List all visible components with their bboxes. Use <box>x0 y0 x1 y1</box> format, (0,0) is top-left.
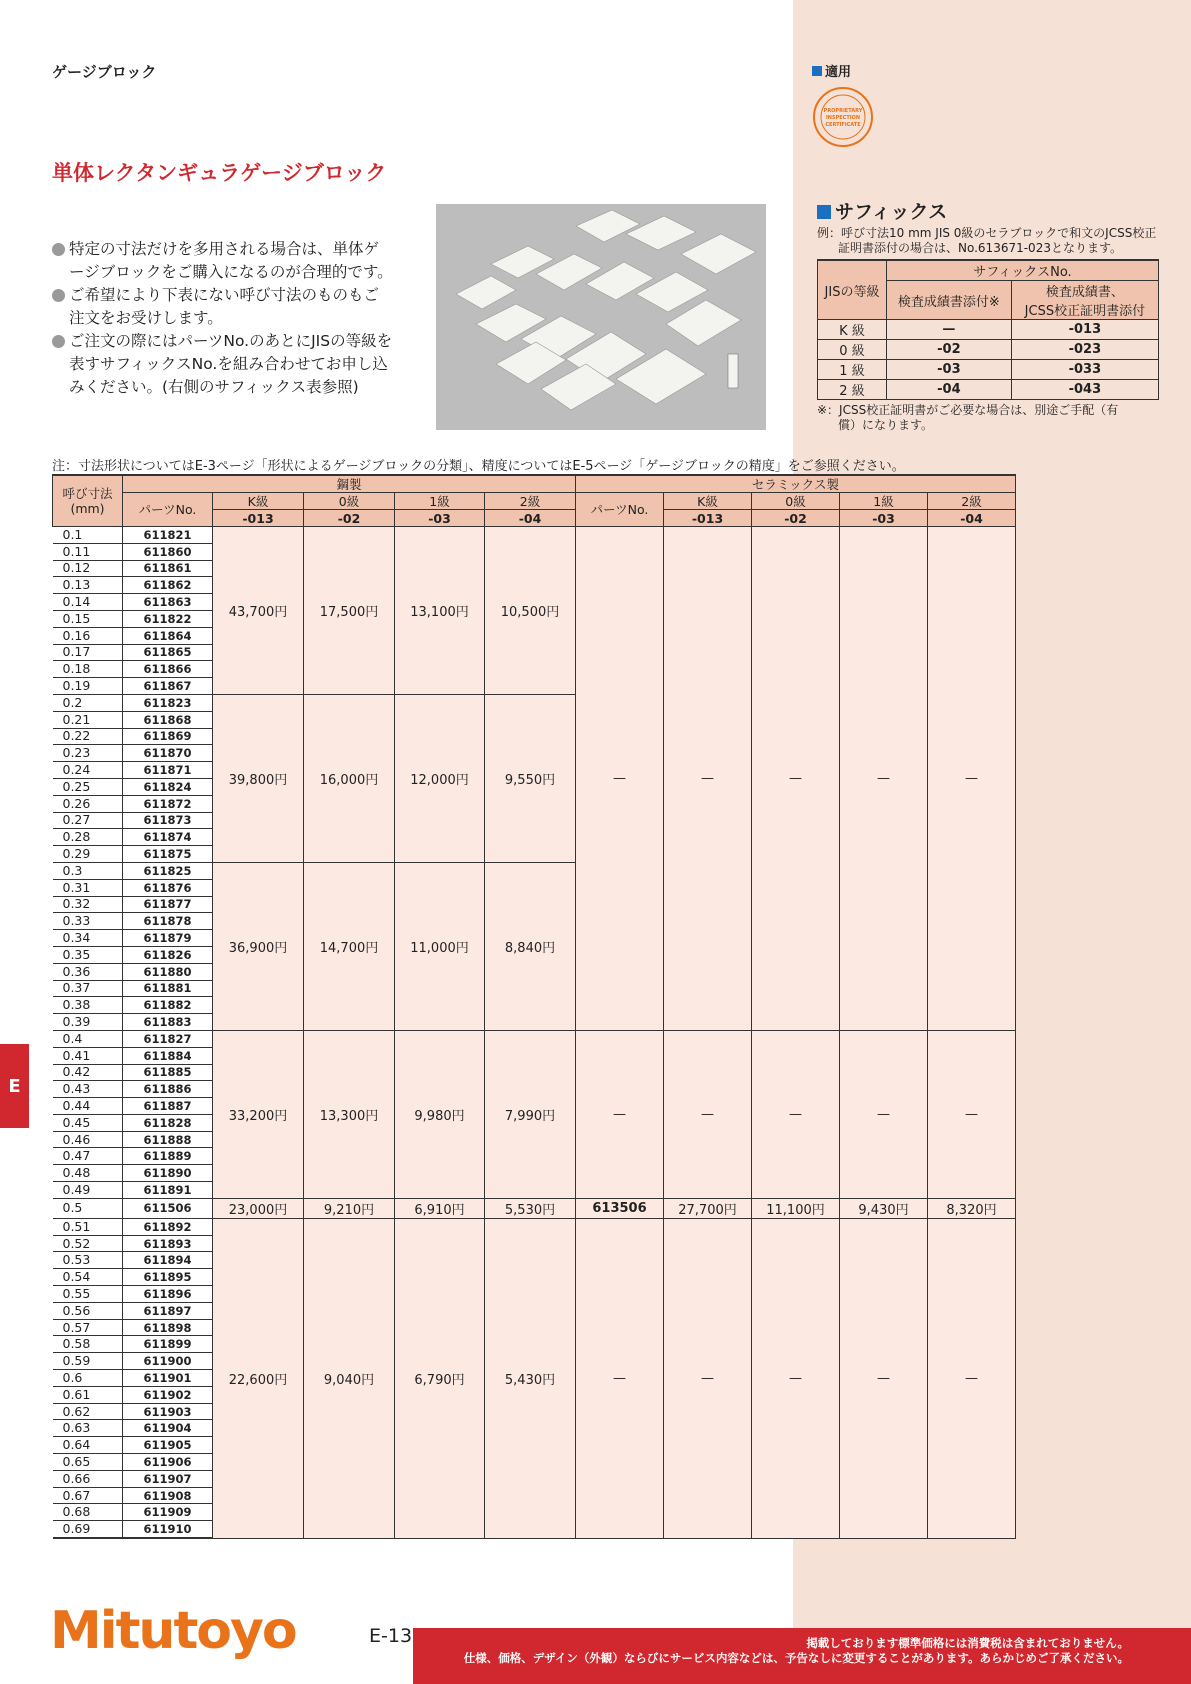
nominal-size: 0.55 <box>53 1286 123 1303</box>
ceramic-price: — <box>840 1218 928 1538</box>
nominal-size: 0.56 <box>53 1302 123 1319</box>
steel-part-no: 611822 <box>123 610 213 627</box>
nominal-size: 0.37 <box>53 980 123 997</box>
nominal-size: 0.39 <box>53 1014 123 1031</box>
price-table <box>52 474 1016 1539</box>
steel-part-no: 611860 <box>123 543 213 560</box>
mitutoyo-logo: Mitutoyo <box>50 1601 296 1661</box>
stamp-line2: INSPECTION <box>825 115 861 121</box>
suffix-code-header: -03 <box>840 510 928 527</box>
nominal-size: 0.42 <box>53 1064 123 1081</box>
steel-price: 10,500円 <box>485 527 576 695</box>
table-row <box>53 1218 1016 1235</box>
applicable-label-text: 適用 <box>825 65 852 80</box>
nominal-size: 0.61 <box>53 1386 123 1403</box>
steel-part-no: 611506 <box>123 1198 213 1218</box>
steel-part-no: 611870 <box>123 745 213 762</box>
footer-line: 掲載しております標準価格には消費税は含まれておりません。 <box>806 1636 1129 1650</box>
intro-line: ご注文の際にはパーツNo.のあとにJISの等級を <box>69 332 393 350</box>
steel-part-no: 611877 <box>123 896 213 913</box>
steel-part-no: 611828 <box>123 1114 213 1131</box>
steel-part-no: 611821 <box>123 527 213 544</box>
steel-part-no: 611882 <box>123 997 213 1014</box>
suffix-code: -03 <box>887 360 1012 380</box>
ceramic-price: — <box>664 1030 752 1198</box>
table-row <box>53 1030 1016 1047</box>
nominal-size: 0.69 <box>53 1521 123 1538</box>
ceramic-price: — <box>752 527 840 1031</box>
nominal-size: 0.6 <box>53 1370 123 1387</box>
table-row <box>53 527 1016 544</box>
grade-header: 2級 <box>928 493 1016 510</box>
nominal-size: 0.45 <box>53 1114 123 1131</box>
steel-price: 33,200円 <box>213 1030 304 1198</box>
suffix-row <box>818 380 1159 400</box>
suffix-code-header: -04 <box>485 510 576 527</box>
steel-part-no: 611886 <box>123 1081 213 1098</box>
intro-item <box>52 238 414 284</box>
steel-header: 鋼製 <box>123 475 576 493</box>
suffix-code-header: -013 <box>664 510 752 527</box>
suffix-grade: 0 級 <box>818 340 887 360</box>
steel-part-no: 611875 <box>123 846 213 863</box>
nominal-size: 0.12 <box>53 560 123 577</box>
nominal-size: 0.52 <box>53 1235 123 1252</box>
footer-banner <box>413 1628 1191 1684</box>
steel-part-header: パーツNo. <box>123 493 213 527</box>
steel-part-no: 611876 <box>123 879 213 896</box>
steel-price: 11,000円 <box>395 862 485 1030</box>
suffix-no-header: サフィックスNo. <box>887 260 1159 281</box>
steel-part-no: 611896 <box>123 1286 213 1303</box>
intro-line: 特定の寸法だけを多用される場合は、単体ゲ <box>69 240 380 258</box>
nominal-size: 0.24 <box>53 762 123 779</box>
steel-price: 6,790円 <box>395 1218 485 1538</box>
nominal-size: 0.44 <box>53 1098 123 1115</box>
intro-item <box>52 330 414 399</box>
nominal-size: 0.64 <box>53 1437 123 1454</box>
price-table-body <box>53 527 1016 1539</box>
nominal-size: 0.17 <box>53 644 123 661</box>
ceramic-price: — <box>840 527 928 1031</box>
steel-price: 8,840円 <box>485 862 576 1030</box>
nominal-size: 0.58 <box>53 1336 123 1353</box>
table-row <box>53 1198 1016 1218</box>
nominal-size: 0.33 <box>53 913 123 930</box>
nominal-size: 0.1 <box>53 527 123 544</box>
suffix-col2-header <box>1011 281 1158 320</box>
steel-part-no: 611899 <box>123 1336 213 1353</box>
steel-part-no: 611890 <box>123 1165 213 1182</box>
suffix-example <box>817 226 1159 256</box>
steel-price: 9,210円 <box>304 1198 395 1218</box>
steel-part-no: 611889 <box>123 1148 213 1165</box>
steel-part-no: 611869 <box>123 728 213 745</box>
nominal-size: 0.21 <box>53 711 123 728</box>
suffix-col2-header-line: 検査成績書、 <box>1045 285 1124 300</box>
steel-part-no: 611879 <box>123 930 213 947</box>
ceramic-price: — <box>664 1218 752 1538</box>
steel-part-no: 611863 <box>123 594 213 611</box>
steel-part-no: 611902 <box>123 1386 213 1403</box>
nominal-size: 0.23 <box>53 745 123 762</box>
nominal-size: 0.67 <box>53 1487 123 1504</box>
steel-price: 9,550円 <box>485 694 576 862</box>
ceramic-price: — <box>664 527 752 1031</box>
suffix-code-header: -04 <box>928 510 1016 527</box>
nominal-size: 0.18 <box>53 661 123 678</box>
nominal-size: 0.5 <box>53 1198 123 1218</box>
ceramic-price: 8,320円 <box>928 1198 1016 1218</box>
nominal-size: 0.19 <box>53 678 123 695</box>
footer-line: 仕様、価格、デザイン（外観）ならびにサービス内容などは、予告なしに変更することがあります。あらかじめご了承ください。 <box>463 1651 1129 1665</box>
steel-part-no: 611901 <box>123 1370 213 1387</box>
table-note: 注：寸法形状についてはE-3ページ「形状によるゲージブロックの分類」、精度についてはE-5ページ「ゲージブロックの精度」をご参照ください。 <box>52 459 905 474</box>
steel-part-no: 611885 <box>123 1064 213 1081</box>
steel-price: 7,990円 <box>485 1030 576 1198</box>
nominal-size: 0.26 <box>53 795 123 812</box>
nominal-size: 0.53 <box>53 1252 123 1269</box>
intro-line: みください。(右側のサフィックス表参照) <box>69 378 359 396</box>
ceramic-part-no: 613506 <box>576 1198 664 1218</box>
intro-line: ージブロックをご購入になるのが合理的です。 <box>69 263 393 281</box>
ceramic-header: セラミックス製 <box>576 475 1016 493</box>
ceramic-price: — <box>840 1030 928 1198</box>
bullet-icon <box>52 243 65 256</box>
square-marker-icon <box>817 205 831 219</box>
steel-price: 16,000円 <box>304 694 395 862</box>
steel-price: 14,700円 <box>304 862 395 1030</box>
steel-part-no: 611887 <box>123 1098 213 1115</box>
nominal-size: 0.48 <box>53 1165 123 1182</box>
steel-part-no: 611861 <box>123 560 213 577</box>
nominal-size: 0.36 <box>53 963 123 980</box>
ceramic-price: — <box>752 1218 840 1538</box>
nominal-size: 0.54 <box>53 1269 123 1286</box>
bullet-icon <box>52 289 65 302</box>
steel-part-no: 611862 <box>123 577 213 594</box>
steel-price: 36,900円 <box>213 862 304 1030</box>
steel-part-no: 611898 <box>123 1319 213 1336</box>
suffix-col1-header: 検査成績書添付※ <box>887 281 1012 320</box>
steel-part-no: 611867 <box>123 678 213 695</box>
square-marker-icon <box>812 66 822 76</box>
page-title: 単体レクタンギュラゲージブロック <box>52 161 387 185</box>
steel-part-no: 611825 <box>123 862 213 879</box>
steel-part-no: 611904 <box>123 1420 213 1437</box>
steel-part-no: 611892 <box>123 1218 213 1235</box>
steel-part-no: 611903 <box>123 1403 213 1420</box>
steel-price: 5,530円 <box>485 1198 576 1218</box>
nominal-size: 0.22 <box>53 728 123 745</box>
suffix-title <box>817 201 1159 223</box>
ceramic-part-no: — <box>576 527 664 1031</box>
ceramic-price: — <box>752 1030 840 1198</box>
suffix-note-line: 償）になります。 <box>838 418 934 432</box>
steel-part-no: 611909 <box>123 1504 213 1521</box>
steel-part-no: 611891 <box>123 1182 213 1199</box>
nominal-size: 0.62 <box>53 1403 123 1420</box>
nominal-size: 0.63 <box>53 1420 123 1437</box>
nominal-size: 0.43 <box>53 1081 123 1098</box>
steel-price: 23,000円 <box>213 1198 304 1218</box>
steel-part-no: 611884 <box>123 1047 213 1064</box>
section-title: ゲージブロック <box>52 63 157 81</box>
dim-header <box>53 475 123 527</box>
steel-part-no: 611873 <box>123 812 213 829</box>
suffix-row <box>818 360 1159 380</box>
dim-header-line: 呼び寸法 <box>62 486 113 501</box>
suffix-example-line: 例：呼び寸法10 mm JIS 0級のセラブロックで和文のJCSS校正 <box>817 226 1157 240</box>
suffix-code: -043 <box>1011 380 1158 400</box>
ceramic-part-no: — <box>576 1218 664 1538</box>
suffix-code-header: -02 <box>752 510 840 527</box>
steel-part-no: 611823 <box>123 694 213 711</box>
nominal-size: 0.51 <box>53 1218 123 1235</box>
steel-part-no: 611878 <box>123 913 213 930</box>
ceramic-price: — <box>928 1030 1016 1198</box>
steel-part-no: 611871 <box>123 762 213 779</box>
steel-price: 13,300円 <box>304 1030 395 1198</box>
intro-bullet-list <box>52 238 414 399</box>
suffix-grade: 1 級 <box>818 360 887 380</box>
ceramic-part-header: パーツNo. <box>576 493 664 527</box>
grade-header: 0級 <box>304 493 395 510</box>
steel-part-no: 611906 <box>123 1454 213 1471</box>
suffix-code-header: -02 <box>304 510 395 527</box>
steel-part-no: 611872 <box>123 795 213 812</box>
nominal-size: 0.29 <box>53 846 123 863</box>
suffix-col2-header-line: JCSS校正証明書添付 <box>1024 304 1146 319</box>
steel-part-no: 611880 <box>123 963 213 980</box>
nominal-size: 0.59 <box>53 1353 123 1370</box>
nominal-size: 0.65 <box>53 1454 123 1471</box>
suffix-code: -02 <box>887 340 1012 360</box>
grade-header: 1級 <box>840 493 928 510</box>
nominal-size: 0.68 <box>53 1504 123 1521</box>
stamp-line3: CERTIFICATE <box>825 122 861 128</box>
steel-price: 9,040円 <box>304 1218 395 1538</box>
dim-header-line: (mm) <box>70 501 105 516</box>
steel-price: 39,800円 <box>213 694 304 862</box>
nominal-size: 0.66 <box>53 1470 123 1487</box>
nominal-size: 0.57 <box>53 1319 123 1336</box>
steel-part-no: 611895 <box>123 1269 213 1286</box>
applicable-label <box>812 61 851 80</box>
suffix-code-header: -013 <box>213 510 304 527</box>
ceramic-price: 11,100円 <box>752 1198 840 1218</box>
suffix-row <box>818 340 1159 360</box>
intro-line: 注文をお受けします。 <box>69 309 223 327</box>
steel-part-no: 611866 <box>123 661 213 678</box>
steel-part-no: 611864 <box>123 627 213 644</box>
steel-part-no: 611894 <box>123 1252 213 1269</box>
steel-price: 13,100円 <box>395 527 485 695</box>
page-number: E-13 <box>369 1625 413 1647</box>
suffix-code: -04 <box>887 380 1012 400</box>
nominal-size: 0.35 <box>53 946 123 963</box>
steel-part-no: 611888 <box>123 1131 213 1148</box>
nominal-size: 0.28 <box>53 829 123 846</box>
suffix-grade: 2 級 <box>818 380 887 400</box>
intro-item <box>52 284 414 330</box>
steel-price: 9,980円 <box>395 1030 485 1198</box>
stamp-line1: PROPRIETARY <box>823 108 863 114</box>
nominal-size: 0.25 <box>53 778 123 795</box>
suffix-code-header: -03 <box>395 510 485 527</box>
nominal-size: 0.14 <box>53 594 123 611</box>
ceramic-price: 27,700円 <box>664 1198 752 1218</box>
nominal-size: 0.4 <box>53 1030 123 1047</box>
intro-line: ご希望により下表にない呼び寸法のものもご <box>69 286 380 304</box>
steel-part-no: 611881 <box>123 980 213 997</box>
steel-price: 6,910円 <box>395 1198 485 1218</box>
nominal-size: 0.32 <box>53 896 123 913</box>
nominal-size: 0.46 <box>53 1131 123 1148</box>
steel-part-no: 611893 <box>123 1235 213 1252</box>
nominal-size: 0.27 <box>53 812 123 829</box>
steel-price: 43,700円 <box>213 527 304 695</box>
steel-part-no: 611883 <box>123 1014 213 1031</box>
ceramic-part-no: — <box>576 1030 664 1198</box>
nominal-size: 0.38 <box>53 997 123 1014</box>
nominal-size: 0.2 <box>53 694 123 711</box>
steel-part-no: 611907 <box>123 1470 213 1487</box>
steel-part-no: 611827 <box>123 1030 213 1047</box>
ceramic-price: 9,430円 <box>840 1198 928 1218</box>
nominal-size: 0.15 <box>53 610 123 627</box>
grade-header: K級 <box>213 493 304 510</box>
bullet-icon <box>52 335 65 348</box>
suffix-example-line: 証明書添付の場合は、No.613671-023となります。 <box>838 241 1123 255</box>
steel-part-no: 611905 <box>123 1437 213 1454</box>
suffix-row <box>818 320 1159 340</box>
nominal-size: 0.16 <box>53 627 123 644</box>
intro-line: 表すサフィックスNo.を組み合わせてお申し込 <box>69 355 388 373</box>
inspection-certificate-stamp <box>812 86 874 148</box>
nominal-size: 0.47 <box>53 1148 123 1165</box>
grade-header: K級 <box>664 493 752 510</box>
steel-part-no: 611824 <box>123 778 213 795</box>
steel-part-no: 611900 <box>123 1353 213 1370</box>
suffix-section <box>817 201 1159 433</box>
ceramic-price: — <box>928 1218 1016 1538</box>
grade-header: 2級 <box>485 493 576 510</box>
suffix-note-line: ※：JCSS校正証明書がご必要な場合は、別途ご手配（有 <box>817 403 1119 417</box>
steel-part-no: 611910 <box>123 1521 213 1538</box>
suffix-code: -033 <box>1011 360 1158 380</box>
steel-price: 5,430円 <box>485 1218 576 1538</box>
grade-header: 0級 <box>752 493 840 510</box>
gauge-block-photo <box>436 204 766 430</box>
suffix-table <box>817 259 1159 400</box>
grade-header: 1級 <box>395 493 485 510</box>
nominal-size: 0.3 <box>53 862 123 879</box>
nominal-size: 0.41 <box>53 1047 123 1064</box>
nominal-size: 0.11 <box>53 543 123 560</box>
suffix-note <box>817 403 1159 433</box>
suffix-title-text: サフィックス <box>835 201 948 223</box>
steel-price: 22,600円 <box>213 1218 304 1538</box>
nominal-size: 0.31 <box>53 879 123 896</box>
section-tab: E <box>0 1044 29 1128</box>
suffix-code: -013 <box>1011 320 1158 340</box>
steel-part-no: 611874 <box>123 829 213 846</box>
ceramic-price: — <box>928 527 1016 1031</box>
nominal-size: 0.34 <box>53 930 123 947</box>
suffix-grade: K 級 <box>818 320 887 340</box>
steel-part-no: 611897 <box>123 1302 213 1319</box>
nominal-size: 0.13 <box>53 577 123 594</box>
steel-price: 12,000円 <box>395 694 485 862</box>
steel-price: 17,500円 <box>304 527 395 695</box>
nominal-size: 0.49 <box>53 1182 123 1199</box>
steel-part-no: 611826 <box>123 946 213 963</box>
suffix-code: -023 <box>1011 340 1158 360</box>
suffix-grade-header: JISの等級 <box>818 260 887 320</box>
suffix-code: — <box>887 320 1012 340</box>
steel-part-no: 611865 <box>123 644 213 661</box>
steel-part-no: 611908 <box>123 1487 213 1504</box>
steel-part-no: 611868 <box>123 711 213 728</box>
